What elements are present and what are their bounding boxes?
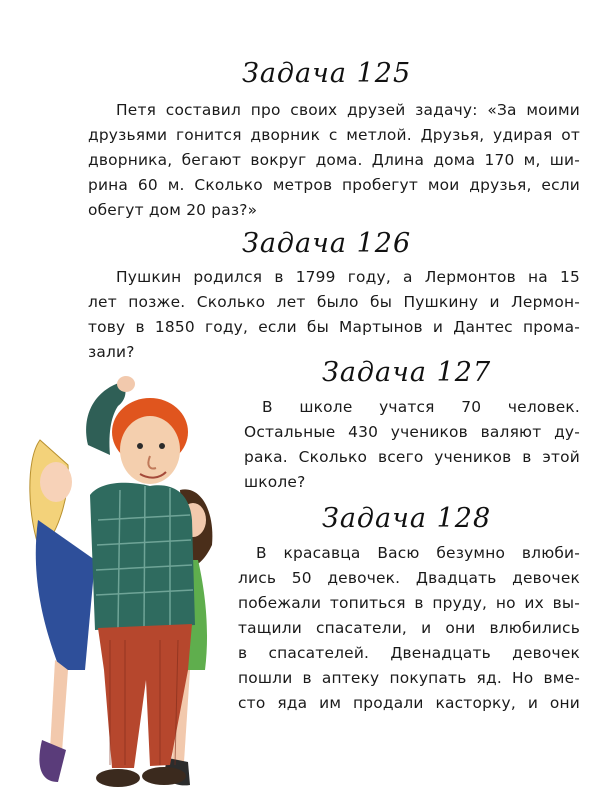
text-line: в спасателей. Двенадцать девочек [238, 644, 580, 662]
task-128-text [238, 541, 580, 716]
task-127-title: Задача 127 [322, 357, 492, 388]
text-line: В школе учатся 70 человек. [262, 398, 580, 416]
text-line: лет позже. Сколько лет было бы Пушкину и Лермон- [88, 293, 580, 311]
task-128-title: Задача 128 [322, 503, 492, 534]
text-line: Остальные 430 учеников валяют ду- [244, 423, 580, 441]
text-line: школе? [244, 473, 306, 491]
text-line: тащили спасатели, и они влюбились [238, 619, 580, 637]
text-line: Пушкин родился в 1799 году, а Лермонтов на 15 [116, 268, 580, 286]
text-line: тову в 1850 году, если бы Мартынов и Дантес прома- [88, 318, 580, 336]
text-line: Петя составил про своих друзей задачу: «За моими [116, 101, 580, 119]
text-line: рака. Сколько всего учеников в этой [244, 448, 580, 466]
text-line: обегут дом 20 раз?» [88, 201, 258, 219]
left-girl-figure [30, 440, 95, 782]
text-line: сто яда им продали касторку, и они [238, 694, 580, 712]
text-line: друзьями гонится дворник с метлой. Друзья, удирая от [88, 126, 580, 144]
task-127-text [244, 395, 580, 495]
task-126-title: Задача 126 [242, 228, 412, 259]
task-125-text [88, 98, 580, 223]
text-line: побежали топиться в пруду, но их вы- [238, 594, 580, 612]
text-line: дворника, бегают вокруг дома. Длина дома 170 м, ши- [88, 151, 580, 169]
text-line: В красавца Васю безумно влюби- [256, 544, 580, 562]
text-line: рина 60 м. Сколько метров пробегут мои друзья, если [88, 176, 580, 194]
boy-with-girls-illustration [0, 370, 240, 800]
task-125-title: Задача 125 [242, 58, 412, 89]
text-line: пошли в аптеку покупать яд. Но вме- [238, 669, 580, 687]
text-line: зали? [88, 343, 135, 361]
text-line: лись 50 девочек. Двадцать девочек [238, 569, 580, 587]
task-126-text [88, 265, 580, 365]
